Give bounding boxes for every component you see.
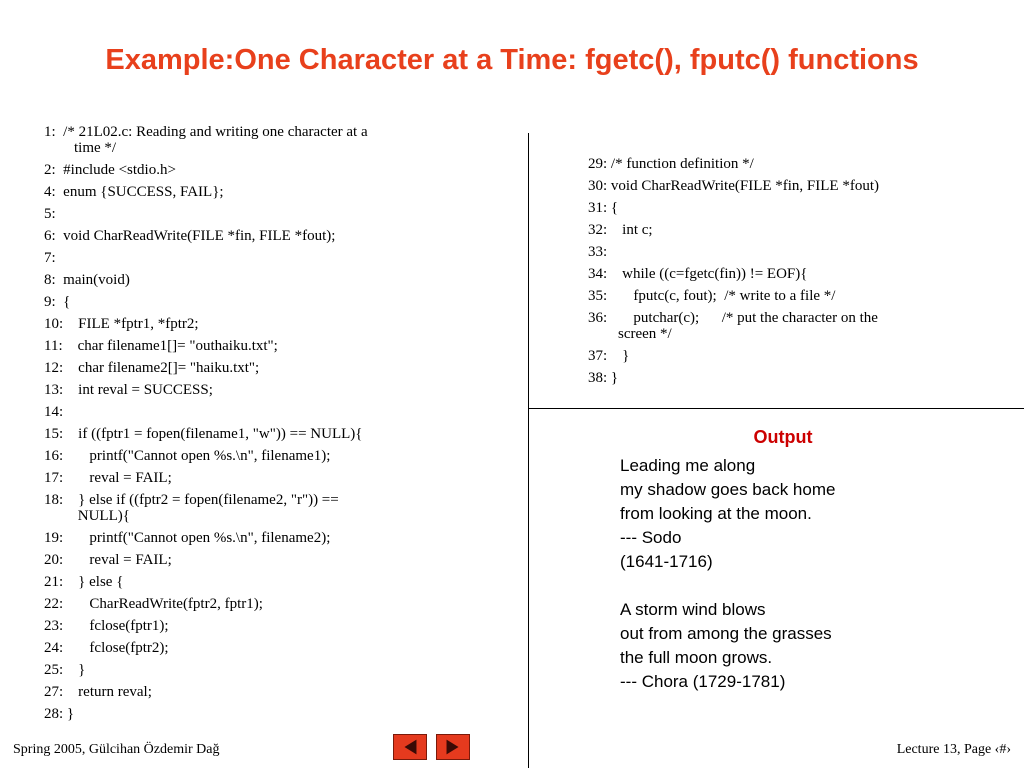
output-line: A storm wind blows [620, 600, 766, 619]
slide-title: Example:One Character at a Time: fgetc(), fputc() functions [105, 44, 919, 76]
code-listing-function [588, 153, 968, 389]
horizontal-divider [528, 408, 1024, 409]
output-line: the full moon grows. [620, 648, 773, 667]
output-heading: Output [753, 427, 813, 447]
code-line: 19: printf("Cannot open %s.\n", filename2); [44, 530, 331, 546]
code-line: 37: } [588, 348, 630, 364]
triangle-right-icon [437, 735, 469, 759]
code-line: 27: return reval; [44, 684, 152, 700]
previous-slide-button[interactable] [393, 734, 427, 760]
next-slide-button[interactable] [436, 734, 470, 760]
code-line: 35: fputc(c, fout); /* write to a file */ [588, 288, 836, 304]
code-line: 8: main(void) [44, 272, 130, 288]
output-line: --- Chora (1729-1781) [620, 672, 786, 691]
output-line: my shadow goes back home [620, 480, 836, 499]
code-line: 7: [44, 250, 56, 266]
output-line: from looking at the moon. [620, 504, 812, 523]
code-line: 29: /* function definition */ [588, 156, 754, 172]
code-listing-main [44, 121, 494, 725]
vertical-divider [528, 133, 529, 768]
output-line: Leading me along [620, 456, 756, 475]
code-line: 23: fclose(fptr1); [44, 618, 169, 634]
code-line: 13: int reval = SUCCESS; [44, 382, 213, 398]
code-line: 11: char filename1[]= "outhaiku.txt"; [44, 338, 278, 354]
code-line: 10: FILE *fptr1, *fptr2; [44, 316, 199, 332]
code-line: 1: /* 21L02.c: Reading and writing one character at a time */ [44, 124, 368, 156]
code-line: 33: [588, 244, 608, 260]
output-text [620, 454, 980, 694]
code-line: 30: void CharReadWrite(FILE *fin, FILE *fout) [588, 178, 879, 194]
code-line: 24: fclose(fptr2); [44, 640, 169, 656]
triangle-left-icon [394, 735, 426, 759]
code-line: 38: } [588, 370, 619, 386]
code-line: 22: CharReadWrite(fptr2, fptr1); [44, 596, 263, 612]
code-line: 14: [44, 404, 64, 420]
code-line: 25: } [44, 662, 86, 678]
code-line: 9: { [44, 294, 71, 310]
output-line: (1641-1716) [620, 552, 713, 571]
code-line: 31: { [588, 200, 619, 216]
code-line: 36: putchar(c); /* put the character on the screen */ [588, 310, 878, 342]
code-line: 16: printf("Cannot open %s.\n", filename1); [44, 448, 331, 464]
code-line: 18: } else if ((fptr2 = fopen(filename2, "r")) == NULL){ [44, 492, 339, 524]
footer-page: Lecture 13, Page ‹#› [896, 742, 1011, 757]
code-line: 21: } else { [44, 574, 124, 590]
code-line: 17: reval = FAIL; [44, 470, 172, 486]
code-line: 34: while ((c=fgetc(fin)) != EOF){ [588, 266, 808, 282]
code-line: 12: char filename2[]= "haiku.txt"; [44, 360, 260, 376]
code-line: 4: enum {SUCCESS, FAIL}; [44, 184, 224, 200]
code-line: 32: int c; [588, 222, 653, 238]
code-line: 5: [44, 206, 56, 222]
output-line: out from among the grasses [620, 624, 832, 643]
code-line: 2: #include <stdio.h> [44, 162, 176, 178]
code-line: 6: void CharReadWrite(FILE *fin, FILE *fout); [44, 228, 336, 244]
footer-author: Spring 2005, Gülcihan Özdemir Dağ [13, 742, 220, 757]
code-line: 28: } [44, 706, 75, 722]
output-line: --- Sodo [620, 528, 682, 547]
output-line [620, 574, 980, 598]
code-line: 15: if ((fptr1 = fopen(filename1, "w")) == NULL){ [44, 426, 363, 442]
code-line: 20: reval = FAIL; [44, 552, 172, 568]
